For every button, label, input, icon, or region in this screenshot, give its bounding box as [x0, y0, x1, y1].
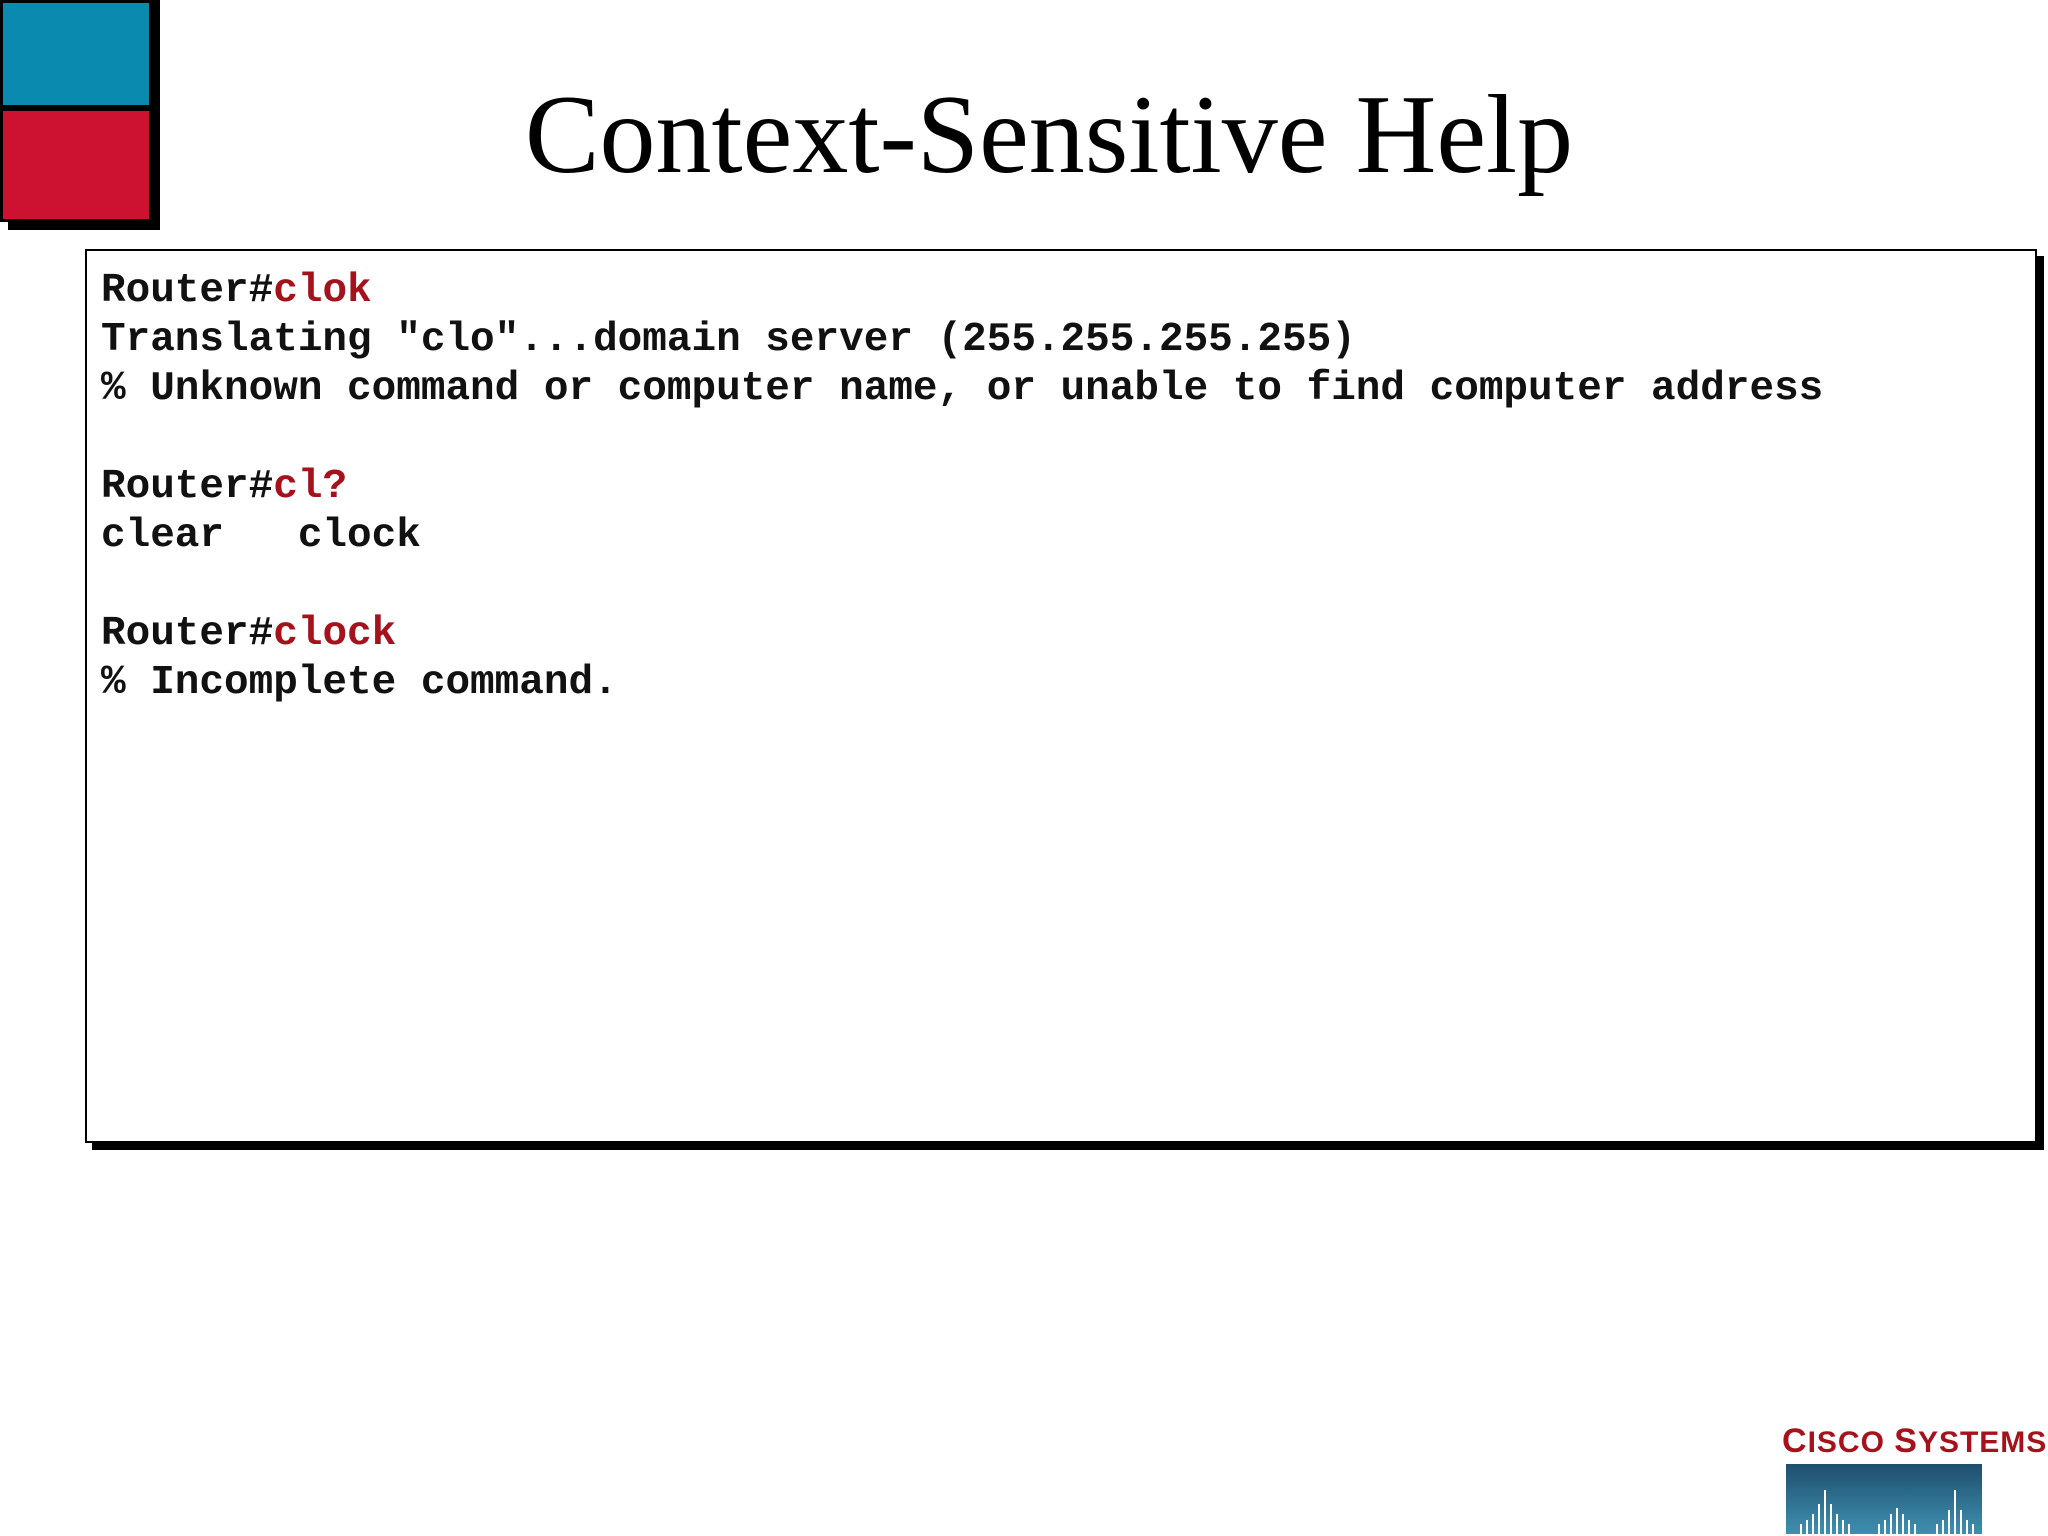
- console-command: cl?: [273, 464, 348, 510]
- console-line: [101, 365, 2035, 414]
- console-line: [101, 316, 2035, 365]
- console-command: clok: [273, 268, 372, 314]
- console-text: % Unknown command or computer name, or unable to find computer address: [101, 366, 1824, 412]
- console-text: Translating "clo"...domain server (255.255.255.255): [101, 317, 1356, 363]
- console-line: [101, 414, 2035, 463]
- console-line: [101, 512, 2035, 561]
- console-line: [101, 463, 2035, 512]
- cisco-systems-logo: [1782, 1422, 2048, 1536]
- console-prompt: Router#: [101, 611, 274, 657]
- console-line: [101, 610, 2035, 659]
- console-line: [101, 267, 2035, 316]
- console-command: clock: [273, 611, 397, 657]
- slide-title: Context-Sensitive Help: [524, 73, 1574, 197]
- console-line: [101, 659, 2035, 708]
- console-text: % Incomplete command.: [101, 660, 618, 706]
- console-prompt: Router#: [101, 268, 274, 314]
- console-prompt: Router#: [101, 464, 274, 510]
- logo-text: CISCO SYSTEMS: [1782, 1422, 2048, 1460]
- console-text: clear clock: [101, 513, 421, 559]
- cisco-bridge-icon: [1786, 1464, 1982, 1534]
- console-output-box: [85, 249, 2037, 1143]
- console-line: [101, 561, 2035, 610]
